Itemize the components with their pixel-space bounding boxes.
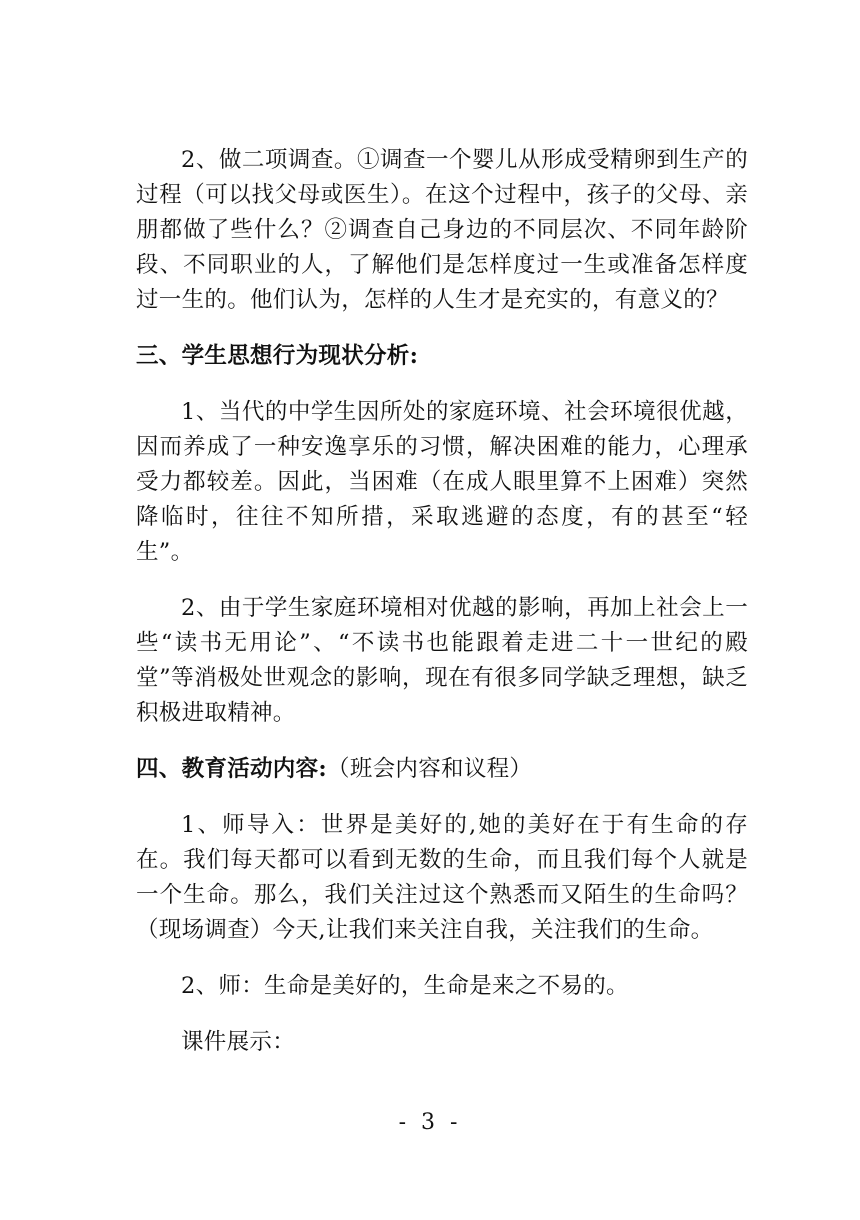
paragraph-activity-item-2: 2、师：生命是美好的，生命是来之不易的。 [181,973,629,999]
paragraph-analysis-item-2: 2、由于学生家庭环境相对优越的影响，再加上社会上一些“读书无用论”、“不读书也能跟着走进二十一世纪的殿堂”等消极处世观念的影响，现在有很多同学缺乏理想，缺乏积极进取精神。 [136,595,748,726]
section-heading-note: （班会内容和议程） [327,756,533,782]
section-heading-activity-content [136,752,748,787]
section-heading-text: 三、学生思想行为现状分析: [136,343,419,369]
paragraph-survey-item-2: 2、做二项调查。①调查一个婴儿从形成受精卵到生产的过程（可以找父母或医生）。在这个过程中，孩子的父母、亲朋都做了些什么？②调查自己身边的不同层次、不同年龄阶段、不同职业的人，了解他们是怎样度过一生或准备怎样度过一生的。他们认为，怎样的人生才是充实的，有意义的？ [136,147,748,313]
paragraph-courseware-display: 课件展示： [181,1029,296,1055]
section-heading-student-analysis [136,339,748,374]
document-body [136,143,748,1081]
paragraph-activity-item-1: 1、师导入：世界是美好的,她的美好在于有生命的存在。我们每天都可以看到无数的生命，而且我们每个人就是一个生命。那么，我们关注过这个熟悉而又陌生的生命吗？（现场调查）今天,让我们来关注自我，关注我们的生命。 [136,812,748,943]
page-number: - 3 - [398,1110,462,1135]
section-heading-text: 四、教育活动内容: [136,756,328,782]
paragraph-analysis-item-1: 1、当代的中学生因所处的家庭环境、社会环境很优越，因而养成了一种安逸享乐的习惯，解决困难的能力，心理承受力都较差。因此，当困难（在成人眼里算不上困难）突然降临时，往往不知所措，采取逃避的态度，有的甚至“轻生”。 [136,399,748,565]
